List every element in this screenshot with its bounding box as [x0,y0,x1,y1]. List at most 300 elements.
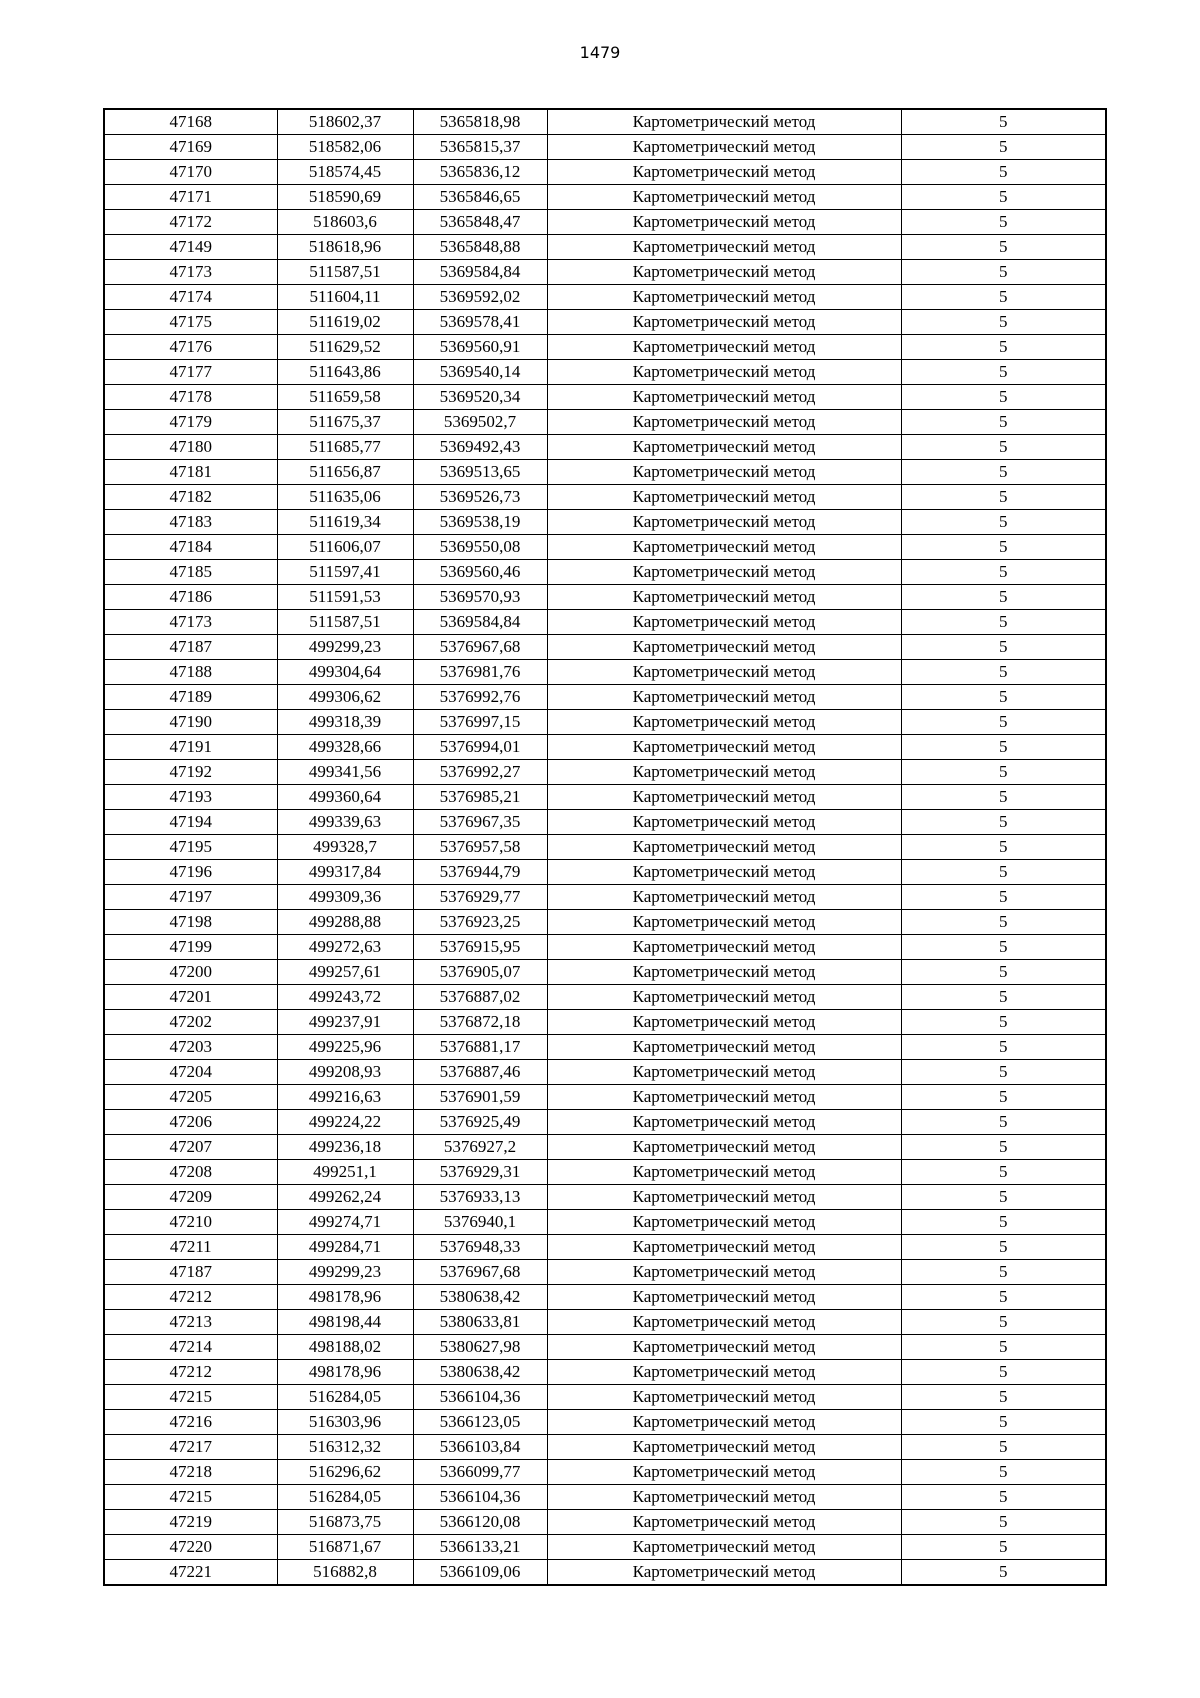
x-coordinate-cell: 499284,71 [277,1235,413,1260]
x-coordinate-cell: 511675,37 [277,410,413,435]
x-coordinate-cell: 498188,02 [277,1335,413,1360]
y-coordinate-cell: 5366099,77 [413,1460,547,1485]
accuracy-cell: 5 [901,410,1106,435]
accuracy-cell: 5 [901,235,1106,260]
x-coordinate-cell: 499341,56 [277,760,413,785]
method-cell: Картометрический метод [547,435,901,460]
y-coordinate-cell: 5369570,93 [413,585,547,610]
point-number-cell: 47190 [104,710,277,735]
method-cell: Картометрический метод [547,410,901,435]
method-cell: Картометрический метод [547,1010,901,1035]
y-coordinate-cell: 5365815,37 [413,135,547,160]
table-row [104,1435,1106,1460]
table-row [104,185,1106,210]
table-row [104,1110,1106,1135]
y-coordinate-cell: 5376905,07 [413,960,547,985]
y-coordinate-cell: 5376992,76 [413,685,547,710]
x-coordinate-cell: 498178,96 [277,1285,413,1310]
y-coordinate-cell: 5369560,46 [413,560,547,585]
y-coordinate-cell: 5376881,17 [413,1035,547,1060]
x-coordinate-cell: 516871,67 [277,1535,413,1560]
accuracy-cell: 5 [901,585,1106,610]
accuracy-cell: 5 [901,1160,1106,1185]
y-coordinate-cell: 5376948,33 [413,1235,547,1260]
accuracy-cell: 5 [901,310,1106,335]
x-coordinate-cell: 499318,39 [277,710,413,735]
table-row [104,1460,1106,1485]
accuracy-cell: 5 [901,260,1106,285]
table-row [104,910,1106,935]
point-number-cell: 47189 [104,685,277,710]
y-coordinate-cell: 5376901,59 [413,1085,547,1110]
accuracy-cell: 5 [901,485,1106,510]
table-row [104,1485,1106,1510]
x-coordinate-cell: 518574,45 [277,160,413,185]
method-cell: Картометрический метод [547,910,901,935]
table-row [104,1285,1106,1310]
accuracy-cell: 5 [901,360,1106,385]
x-coordinate-cell: 511619,34 [277,510,413,535]
method-cell: Картометрический метод [547,1335,901,1360]
table-row [104,210,1106,235]
table-row [104,610,1106,635]
method-cell: Картометрический метод [547,685,901,710]
method-cell: Картометрический метод [547,1210,901,1235]
point-number-cell: 47199 [104,935,277,960]
point-number-cell: 47212 [104,1360,277,1385]
table-row [104,1035,1106,1060]
table-row [104,960,1106,985]
point-number-cell: 47217 [104,1435,277,1460]
x-coordinate-cell: 499317,84 [277,860,413,885]
accuracy-cell: 5 [901,1260,1106,1285]
y-coordinate-cell: 5376967,68 [413,1260,547,1285]
x-coordinate-cell: 511656,87 [277,460,413,485]
y-coordinate-cell: 5366133,21 [413,1535,547,1560]
table-row [104,510,1106,535]
accuracy-cell: 5 [901,1535,1106,1560]
table-row [104,285,1106,310]
table-row [104,1235,1106,1260]
method-cell: Картометрический метод [547,235,901,260]
x-coordinate-cell: 499262,24 [277,1185,413,1210]
method-cell: Картометрический метод [547,735,901,760]
method-cell: Картометрический метод [547,1310,901,1335]
point-number-cell: 47182 [104,485,277,510]
x-coordinate-cell: 511629,52 [277,335,413,360]
point-number-cell: 47210 [104,1210,277,1235]
table-row [104,1210,1106,1235]
point-number-cell: 47216 [104,1410,277,1435]
method-cell: Картометрический метод [547,960,901,985]
method-cell: Картометрический метод [547,710,901,735]
point-number-cell: 47173 [104,260,277,285]
point-number-cell: 47205 [104,1085,277,1110]
point-number-cell: 47215 [104,1385,277,1410]
accuracy-cell: 5 [901,1310,1106,1335]
y-coordinate-cell: 5376925,49 [413,1110,547,1135]
y-coordinate-cell: 5376929,77 [413,885,547,910]
method-cell: Картометрический метод [547,785,901,810]
x-coordinate-cell: 499328,66 [277,735,413,760]
y-coordinate-cell: 5380638,42 [413,1285,547,1310]
accuracy-cell: 5 [901,1010,1106,1035]
accuracy-cell: 5 [901,185,1106,210]
x-coordinate-cell: 511597,41 [277,560,413,585]
point-number-cell: 47171 [104,185,277,210]
x-coordinate-cell: 498178,96 [277,1360,413,1385]
table-row [104,160,1106,185]
point-number-cell: 47195 [104,835,277,860]
table-row [104,660,1106,685]
point-number-cell: 47201 [104,985,277,1010]
point-number-cell: 47209 [104,1185,277,1210]
y-coordinate-cell: 5376944,79 [413,860,547,885]
point-number-cell: 47186 [104,585,277,610]
table-row [104,1360,1106,1385]
point-number-cell: 47172 [104,210,277,235]
point-number-cell: 47203 [104,1035,277,1060]
page-number: 1479 [579,43,621,62]
accuracy-cell: 5 [901,285,1106,310]
point-number-cell: 47215 [104,1485,277,1510]
point-number-cell: 47219 [104,1510,277,1535]
table-row [104,685,1106,710]
accuracy-cell: 5 [901,109,1106,135]
table-row [104,1010,1106,1035]
method-cell: Картометрический метод [547,1135,901,1160]
table-row [104,235,1106,260]
y-coordinate-cell: 5369578,41 [413,310,547,335]
x-coordinate-cell: 518618,96 [277,235,413,260]
method-cell: Картометрический метод [547,810,901,835]
method-cell: Картометрический метод [547,135,901,160]
table-row [104,460,1106,485]
table-row [104,885,1106,910]
x-coordinate-cell: 499251,1 [277,1160,413,1185]
method-cell: Картометрический метод [547,535,901,560]
table-row [104,1560,1106,1586]
table-row [104,1510,1106,1535]
table-row [104,760,1106,785]
y-coordinate-cell: 5376997,15 [413,710,547,735]
y-coordinate-cell: 5376967,35 [413,810,547,835]
accuracy-cell: 5 [901,835,1106,860]
method-cell: Картометрический метод [547,1110,901,1135]
method-cell: Картометрический метод [547,760,901,785]
accuracy-cell: 5 [901,785,1106,810]
table-row [104,260,1106,285]
y-coordinate-cell: 5380633,81 [413,1310,547,1335]
x-coordinate-cell: 511635,06 [277,485,413,510]
point-number-cell: 47176 [104,335,277,360]
point-number-cell: 47188 [104,660,277,685]
point-number-cell: 47178 [104,385,277,410]
x-coordinate-cell: 499360,64 [277,785,413,810]
method-cell: Картометрический метод [547,860,901,885]
table-row [104,585,1106,610]
table-row [104,109,1106,135]
x-coordinate-cell: 511587,51 [277,610,413,635]
point-number-cell: 47169 [104,135,277,160]
y-coordinate-cell: 5366109,06 [413,1560,547,1586]
accuracy-cell: 5 [901,1410,1106,1435]
table-row [104,560,1106,585]
table-row [104,1260,1106,1285]
x-coordinate-cell: 516303,96 [277,1410,413,1435]
x-coordinate-cell: 499257,61 [277,960,413,985]
x-coordinate-cell: 499237,91 [277,1010,413,1035]
method-cell: Картометрический метод [547,1360,901,1385]
x-coordinate-cell: 516882,8 [277,1560,413,1586]
method-cell: Картометрический метод [547,210,901,235]
table-row [104,1335,1106,1360]
accuracy-cell: 5 [901,135,1106,160]
accuracy-cell: 5 [901,1385,1106,1410]
y-coordinate-cell: 5376957,58 [413,835,547,860]
point-number-cell: 47181 [104,460,277,485]
x-coordinate-cell: 511619,02 [277,310,413,335]
y-coordinate-cell: 5376887,46 [413,1060,547,1085]
table-body [104,109,1106,1585]
x-coordinate-cell: 499306,62 [277,685,413,710]
point-number-cell: 47191 [104,735,277,760]
point-number-cell: 47196 [104,860,277,885]
table-row [104,435,1106,460]
method-cell: Картометрический метод [547,1485,901,1510]
accuracy-cell: 5 [901,1460,1106,1485]
point-number-cell: 47198 [104,910,277,935]
table-row [104,410,1106,435]
y-coordinate-cell: 5365846,65 [413,185,547,210]
x-coordinate-cell: 499339,63 [277,810,413,835]
accuracy-cell: 5 [901,1110,1106,1135]
method-cell: Картометрический метод [547,1435,901,1460]
point-number-cell: 47214 [104,1335,277,1360]
point-number-cell: 47208 [104,1160,277,1185]
method-cell: Картометрический метод [547,109,901,135]
point-number-cell: 47204 [104,1060,277,1085]
method-cell: Картометрический метод [547,585,901,610]
x-coordinate-cell: 516284,05 [277,1385,413,1410]
table-row [104,710,1106,735]
table-row [104,1135,1106,1160]
method-cell: Картометрический метод [547,335,901,360]
y-coordinate-cell: 5369592,02 [413,285,547,310]
x-coordinate-cell: 511659,58 [277,385,413,410]
accuracy-cell: 5 [901,760,1106,785]
point-number-cell: 47177 [104,360,277,385]
y-coordinate-cell: 5369584,84 [413,610,547,635]
x-coordinate-cell: 499272,63 [277,935,413,960]
point-number-cell: 47174 [104,285,277,310]
x-coordinate-cell: 511606,07 [277,535,413,560]
method-cell: Картометрический метод [547,1185,901,1210]
method-cell: Картометрический метод [547,185,901,210]
method-cell: Картометрический метод [547,1160,901,1185]
table-row [104,135,1106,160]
method-cell: Картометрический метод [547,1285,901,1310]
accuracy-cell: 5 [901,1085,1106,1110]
point-number-cell: 47193 [104,785,277,810]
x-coordinate-cell: 516873,75 [277,1510,413,1535]
table-row [104,1160,1106,1185]
method-cell: Картометрический метод [547,510,901,535]
x-coordinate-cell: 499236,18 [277,1135,413,1160]
y-coordinate-cell: 5376872,18 [413,1010,547,1035]
accuracy-cell: 5 [901,160,1106,185]
y-coordinate-cell: 5376992,27 [413,760,547,785]
method-cell: Картометрический метод [547,1060,901,1085]
point-number-cell: 47211 [104,1235,277,1260]
method-cell: Картометрический метод [547,1260,901,1285]
x-coordinate-cell: 518590,69 [277,185,413,210]
method-cell: Картометрический метод [547,310,901,335]
accuracy-cell: 5 [901,510,1106,535]
y-coordinate-cell: 5376981,76 [413,660,547,685]
method-cell: Картометрический метод [547,1035,901,1060]
y-coordinate-cell: 5365818,98 [413,109,547,135]
table-row [104,1385,1106,1410]
method-cell: Картометрический метод [547,885,901,910]
y-coordinate-cell: 5369540,14 [413,360,547,385]
x-coordinate-cell: 499243,72 [277,985,413,1010]
accuracy-cell: 5 [901,560,1106,585]
x-coordinate-cell: 499299,23 [277,1260,413,1285]
y-coordinate-cell: 5376940,1 [413,1210,547,1235]
method-cell: Картометрический метод [547,635,901,660]
y-coordinate-cell: 5369502,7 [413,410,547,435]
table-row [104,360,1106,385]
accuracy-cell: 5 [901,1135,1106,1160]
x-coordinate-cell: 499299,23 [277,635,413,660]
table-row [104,785,1106,810]
method-cell: Картометрический метод [547,1510,901,1535]
x-coordinate-cell: 499288,88 [277,910,413,935]
accuracy-cell: 5 [901,885,1106,910]
x-coordinate-cell: 499208,93 [277,1060,413,1085]
x-coordinate-cell: 511643,86 [277,360,413,385]
point-number-cell: 47175 [104,310,277,335]
x-coordinate-cell: 518603,6 [277,210,413,235]
accuracy-cell: 5 [901,635,1106,660]
table-row [104,1060,1106,1085]
table-row [104,635,1106,660]
accuracy-cell: 5 [901,1060,1106,1085]
y-coordinate-cell: 5366123,05 [413,1410,547,1435]
point-number-cell: 47202 [104,1010,277,1035]
point-number-cell: 47213 [104,1310,277,1335]
method-cell: Картометрический метод [547,385,901,410]
table-row [104,385,1106,410]
y-coordinate-cell: 5376927,2 [413,1135,547,1160]
x-coordinate-cell: 518602,37 [277,109,413,135]
method-cell: Картометрический метод [547,835,901,860]
accuracy-cell: 5 [901,210,1106,235]
point-number-cell: 47173 [104,610,277,635]
point-number-cell: 47218 [104,1460,277,1485]
point-number-cell: 47187 [104,1260,277,1285]
method-cell: Картометрический метод [547,460,901,485]
y-coordinate-cell: 5369520,34 [413,385,547,410]
y-coordinate-cell: 5380627,98 [413,1335,547,1360]
method-cell: Картометрический метод [547,1460,901,1485]
table-row [104,335,1106,360]
point-number-cell: 47192 [104,760,277,785]
x-coordinate-cell: 511591,53 [277,585,413,610]
method-cell: Картометрический метод [547,1235,901,1260]
accuracy-cell: 5 [901,860,1106,885]
accuracy-cell: 5 [901,910,1106,935]
y-coordinate-cell: 5369526,73 [413,485,547,510]
y-coordinate-cell: 5366104,36 [413,1485,547,1510]
point-number-cell: 47187 [104,635,277,660]
point-number-cell: 47221 [104,1560,277,1586]
point-number-cell: 47206 [104,1110,277,1135]
y-coordinate-cell: 5365848,47 [413,210,547,235]
method-cell: Картометрический метод [547,1410,901,1435]
y-coordinate-cell: 5376985,21 [413,785,547,810]
x-coordinate-cell: 511604,11 [277,285,413,310]
table-row [104,1310,1106,1335]
accuracy-cell: 5 [901,1235,1106,1260]
accuracy-cell: 5 [901,1360,1106,1385]
method-cell: Картометрический метод [547,1535,901,1560]
x-coordinate-cell: 511685,77 [277,435,413,460]
point-number-cell: 47180 [104,435,277,460]
method-cell: Картометрический метод [547,160,901,185]
accuracy-cell: 5 [901,1285,1106,1310]
point-number-cell: 47184 [104,535,277,560]
method-cell: Картометрический метод [547,1560,901,1586]
point-number-cell: 47220 [104,1535,277,1560]
y-coordinate-cell: 5365848,88 [413,235,547,260]
accuracy-cell: 5 [901,385,1106,410]
point-number-cell: 47179 [104,410,277,435]
y-coordinate-cell: 5369550,08 [413,535,547,560]
point-number-cell: 47185 [104,560,277,585]
x-coordinate-cell: 516284,05 [277,1485,413,1510]
accuracy-cell: 5 [901,1185,1106,1210]
x-coordinate-cell: 499216,63 [277,1085,413,1110]
x-coordinate-cell: 499224,22 [277,1110,413,1135]
accuracy-cell: 5 [901,960,1106,985]
accuracy-cell: 5 [901,460,1106,485]
x-coordinate-cell: 499304,64 [277,660,413,685]
point-number-cell: 47194 [104,810,277,835]
y-coordinate-cell: 5376994,01 [413,735,547,760]
x-coordinate-cell: 499309,36 [277,885,413,910]
table-row [104,310,1106,335]
accuracy-cell: 5 [901,735,1106,760]
y-coordinate-cell: 5376915,95 [413,935,547,960]
accuracy-cell: 5 [901,1335,1106,1360]
accuracy-cell: 5 [901,710,1106,735]
point-number-cell: 47168 [104,109,277,135]
y-coordinate-cell: 5365836,12 [413,160,547,185]
y-coordinate-cell: 5366103,84 [413,1435,547,1460]
accuracy-cell: 5 [901,985,1106,1010]
table-row [104,1410,1106,1435]
accuracy-cell: 5 [901,1510,1106,1535]
accuracy-cell: 5 [901,685,1106,710]
accuracy-cell: 5 [901,335,1106,360]
point-number-cell: 47207 [104,1135,277,1160]
point-number-cell: 47200 [104,960,277,985]
coordinates-table [103,108,1107,1586]
table-row [104,860,1106,885]
x-coordinate-cell: 498198,44 [277,1310,413,1335]
